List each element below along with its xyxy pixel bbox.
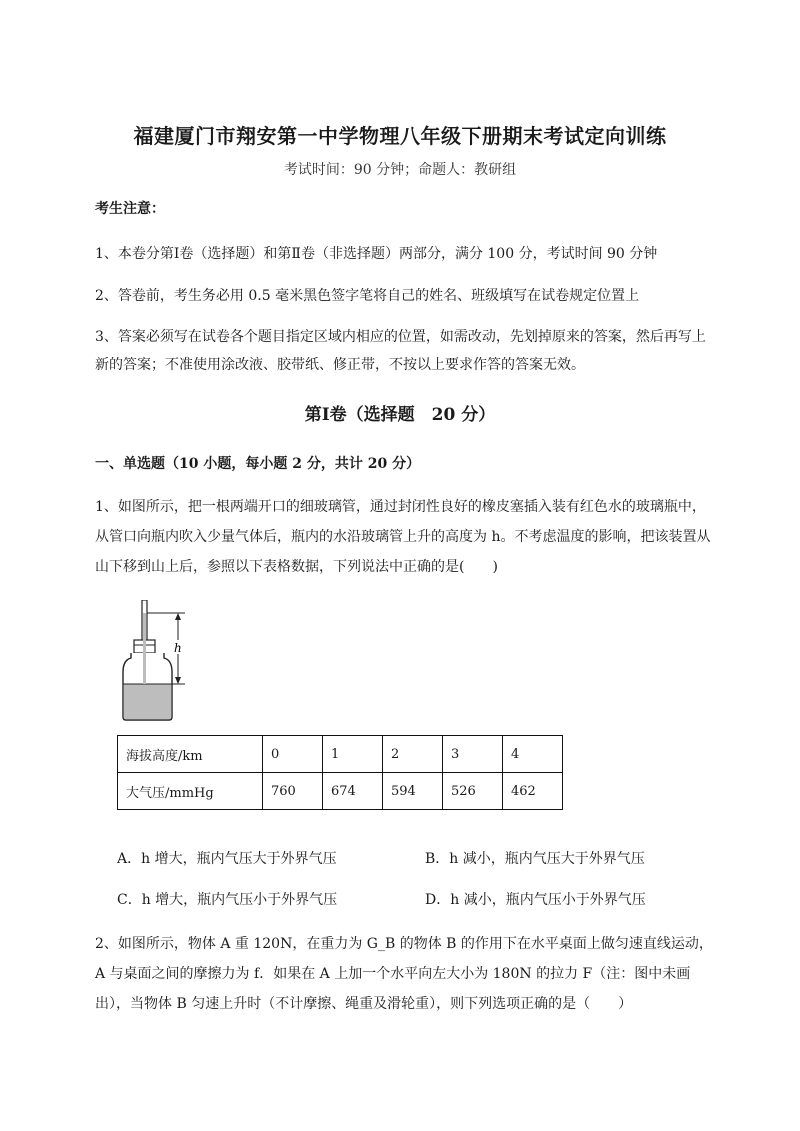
table-cell: 0 (263, 736, 323, 773)
table-cell: 594 (383, 773, 443, 810)
notice-item-3: 3、答案必须写在试卷各个题目指定区域内相应的位置，如需改动，先划掉原来的答案，然后再写上新的答案；不准使用涂改液、胶带纸、修正带，不按以上要求作答的答案无效。 (95, 329, 706, 373)
question-1-stem: 1、如图所示，把一根两端开口的细玻璃管，通过封闭性良好的橡皮塞插入装有红色水的玻璃瓶中，从管口向瓶内吹入少量气体后，瓶内的水沿玻璃管上升的高度为 h。不考虑温度的影响，把该装置从山下移到山上后，参照以下表格数据，下列说法中正确的是( ) (95, 499, 711, 575)
option-a[interactable]: A．h 增大，瓶内气压大于外界气压 (117, 851, 337, 867)
table-cell: 462 (503, 773, 563, 810)
option-d[interactable]: D．h 减小，瓶内气压小于外界气压 (425, 892, 646, 908)
notice-heading: 考生注意： (95, 201, 165, 217)
table-row (118, 773, 563, 810)
option-b[interactable]: B．h 减小，瓶内气压大于外界气压 (425, 851, 645, 867)
table-cell: 海拔高度/km (118, 736, 263, 773)
table-cell: 3 (443, 736, 503, 773)
page-subtitle: 考试时间：90 分钟；命题人：教研组 (283, 162, 517, 178)
table-cell: 4 (503, 736, 563, 773)
table-cell: 大气压/mmHg (118, 773, 263, 810)
table-cell: 526 (443, 773, 503, 810)
question-type-heading: 一、单选题（10 小题，每小题 2 分，共计 20 分） (95, 456, 421, 472)
notice-item-2: 2、答卷前，考生务必用 0.5 毫米黑色签字笔将自己的姓名、班级填写在试卷规定位置上 (95, 288, 640, 304)
table-cell: 760 (263, 773, 323, 810)
page-title: 福建厦门市翔安第一中学物理八年级下册期末考试定向训练 (133, 124, 667, 148)
table-cell: 1 (323, 736, 383, 773)
table-cell: 674 (323, 773, 383, 810)
option-c[interactable]: C．h 增大，瓶内气压小于外界气压 (117, 892, 338, 908)
table-cell: 2 (383, 736, 443, 773)
notice-item-1: 1、本卷分第Ⅰ卷（选择题）和第Ⅱ卷（非选择题）两部分，满分 100 分，考试时间 90 分钟 (95, 246, 658, 262)
figure-h-label: h (174, 641, 182, 655)
bottle-figure (115, 600, 205, 729)
table-row (118, 736, 563, 773)
section-title: 第Ⅰ卷（选择题 20 分） (304, 405, 496, 425)
altitude-pressure-table (117, 735, 563, 810)
question-2-stem: 2、如图所示，物体 A 重 120N，在重力为 G_B 的物体 B 的作用下在水平桌面上做匀速直线运动，A 与桌面之间的摩擦力为 f．如果在 A 上加一个水平向左大小为 180N 的拉力 F（注：图中未画出），当物体 B 匀速上升时（不计摩擦、绳重及滑轮重），则下列选项正确的是（ ） (95, 936, 713, 1012)
